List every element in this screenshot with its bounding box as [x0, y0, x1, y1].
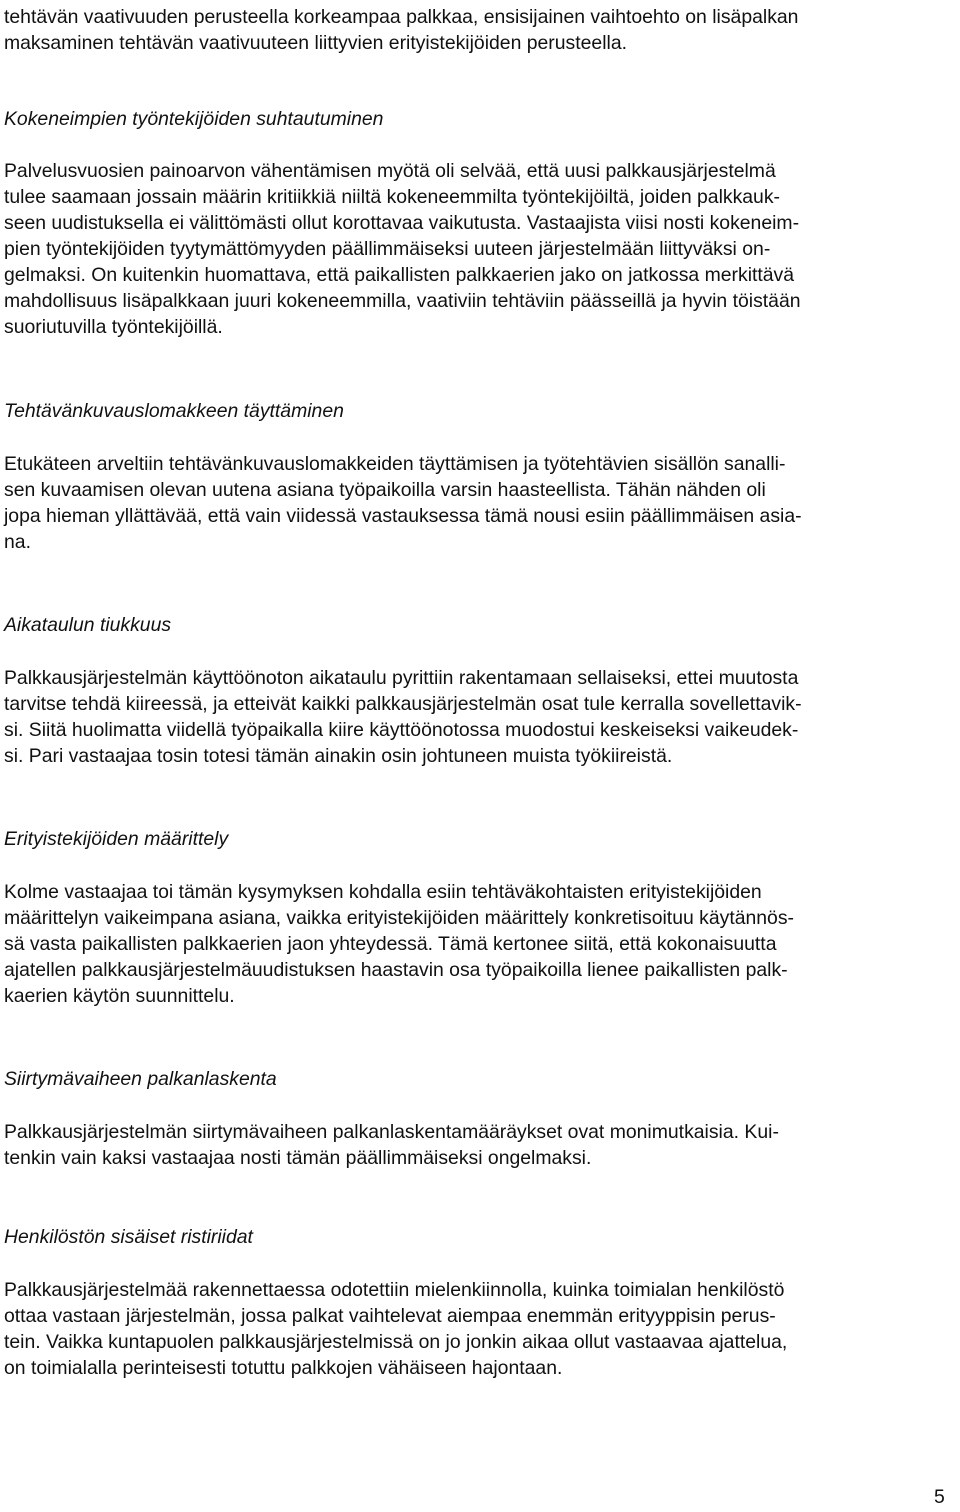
paragraph-line: Palkkausjärjestelmän siirtymävaiheen palkanlaskentamääräykset ovat monimutkaisia. Kui-	[4, 1121, 779, 1143]
paragraph-line: ajatellen palkkausjärjestelmäuudistuksen haastavin osa työpaikoilla lienee paikallisten palk-	[4, 959, 788, 981]
heading-text: Erityistekijöiden määrittely	[4, 828, 229, 850]
paragraph-line: na.	[4, 531, 31, 553]
paragraph-line: sen kuvaamisen olevan uutena asiana työpaikoilla varsin haasteellista. Tähän nähden oli	[4, 479, 766, 501]
paragraph-line: Kolme vastaajaa toi tämän kysymyksen kohdalla esiin tehtäväkohtaisten erityistekijöiden	[4, 881, 762, 903]
page-number: 5	[934, 1486, 945, 1508]
paragraph-line: tehtävän vaativuuden perusteella korkeampaa palkkaa, ensisijainen vaihtoehto on lisäpalkan	[4, 6, 799, 28]
paragraph-line: gelmaksi. On kuitenkin huomattava, että paikallisten palkkaerien jako on jatkossa merkittävä	[4, 264, 795, 286]
heading-text: Kokeneimpien työntekijöiden suhtautuminen	[4, 108, 384, 130]
paragraph-line: pien työntekijöiden tyytymättömyyden päällimmäiseksi uuteen järjestelmään liittyväksi on-	[4, 238, 771, 260]
paragraph-line: tenkin vain kaksi vastaajaa nosti tämän päällimmäiseksi ongelmaksi.	[4, 1147, 592, 1169]
paragraph-line: kaerien käytön suunnittelu.	[4, 985, 235, 1007]
paragraph-line: tarvitse tehdä kiireessä, ja etteivät kaikki palkkausjärjestelmän osat tule kerralla sovellettavik-	[4, 693, 802, 715]
heading-text: Henkilöstön sisäiset ristiriidat	[4, 1226, 253, 1248]
paragraph-line: ottaa vastaan järjestelmän, jossa palkat vaihtelevat aiempaa enemmän erityyppisin perus-	[4, 1305, 776, 1327]
paragraph-line: on toimialalla perinteisesti totuttu palkkojen vähäiseen hajontaan.	[4, 1357, 563, 1379]
paragraph-line: Palkkausjärjestelmän käyttöönoton aikataulu pyrittiin rakentamaan sellaiseksi, ettei muutosta	[4, 667, 799, 689]
heading-text: Aikataulun tiukkuus	[4, 614, 172, 636]
paragraph-line: määrittelyn vaikeimpana asiana, vaikka erityistekijöiden määrittely konkretisoituu käytännös-	[4, 907, 794, 929]
paragraph-line: sä vasta paikallisten palkkaerien jaon yhteydessä. Tämä kertonee siitä, että kokonaisuutta	[4, 933, 777, 955]
paragraph-line: suoriutuvilla työntekijöillä.	[4, 316, 223, 338]
paragraph-line: maksaminen tehtävän vaativuuteen liittyvien erityistekijöiden perusteella.	[4, 32, 627, 54]
paragraph-line: si. Pari vastaajaa tosin totesi tämän ainakin osin johtuneen muista työkiireistä.	[4, 745, 673, 767]
paragraph-line: seen uudistuksella ei välittömästi ollut korottavaa vaikutusta. Vastaajista viisi nosti kokeneim-	[4, 212, 800, 234]
paragraph-line: si. Siitä huolimatta viidellä työpaikalla kiire käyttöönotossa muodostui keskeiseksi vaikeudek-	[4, 719, 799, 741]
paragraph-line: tulee saamaan jossain määrin kritiikkiä niiltä kokeneemmilta työntekijöiltä, joiden palkkauk-	[4, 186, 780, 208]
paragraph-line: Palkkausjärjestelmää rakennettaessa odotettiin mielenkiinnolla, kuinka toimialan henkilöstö	[4, 1279, 785, 1301]
paragraph-line: jopa hieman yllättävää, että vain viidessä vastauksessa tämä nousi esiin päällimmäisen asia-	[4, 505, 802, 527]
paragraph-line: Palvelusvuosien painoarvon vähentämisen myötä oli selvää, että uusi palkkausjärjestelmä	[4, 160, 776, 182]
paragraph-line: mahdollisuus lisäpalkkaan juuri kokeneemmilla, vaativiin tehtäviin päässeillä ja hyvin töistään	[4, 290, 801, 312]
paragraph-line: Etukäteen arveltiin tehtävänkuvauslomakkeiden täyttämisen ja työtehtävien sisällön sanalli-	[4, 453, 786, 475]
heading-text: Tehtävänkuvauslomakkeen täyttäminen	[4, 400, 344, 422]
paragraph-line: tein. Vaikka kuntapuolen palkkausjärjestelmissä on jo jonkin aikaa ollut vastaavaa ajattelua,	[4, 1331, 788, 1353]
heading-text: Siirtymävaiheen palkanlaskenta	[4, 1068, 277, 1090]
